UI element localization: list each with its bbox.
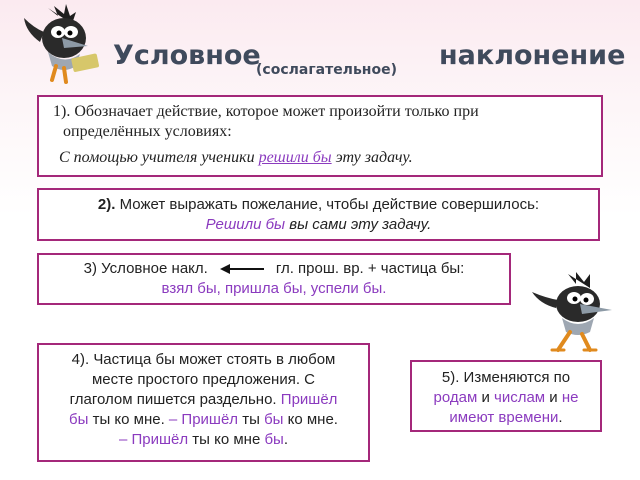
rule-4-line-3-highlight: Пришёл xyxy=(280,391,338,408)
rule-box-3 xyxy=(37,253,511,305)
rule-4-line-4-hl-1: бы xyxy=(69,411,89,428)
crow-reading-icon xyxy=(18,2,110,84)
rule-1-line-2: определённых условиях: xyxy=(63,123,232,140)
rule-3-examples: взял бы, пришла бы, успели бы. xyxy=(161,280,387,297)
rule-4-line-4-hl-3: бы xyxy=(264,411,284,428)
rule-2-example-post: вы сами эту задачу. xyxy=(285,216,432,233)
rule-2-example-highlight: Решили бы xyxy=(205,216,286,233)
rule-4-line-5-hl-2: бы xyxy=(264,431,284,448)
left-arrow-icon xyxy=(220,264,264,274)
rule-1-example xyxy=(53,148,591,168)
rule-5-line-1: 5). Изменяются по xyxy=(441,369,571,386)
rule-5-line-2 xyxy=(412,388,600,408)
rule-5-line-2-hl-2: числам xyxy=(494,389,546,406)
rule-4-line-4-mid: ты ко мне. xyxy=(88,411,169,428)
rule-4-line-1: 4). Частица бы может стоять в любом xyxy=(71,351,336,368)
rule-box-4 xyxy=(37,343,370,462)
rule-4-line-5-post: . xyxy=(283,431,289,448)
rule-3-left: 3) Условное накл. xyxy=(83,260,208,277)
rule-2-number: 2). xyxy=(97,196,116,213)
rule-2-example xyxy=(39,215,598,235)
rule-4-line-4-hl-2: – Пришёл xyxy=(168,411,239,428)
rule-4-line-5-hl: – Пришёл xyxy=(118,431,189,448)
rule-4-line-5-mid: ты ко мне xyxy=(188,431,265,448)
rule-4-line-3 xyxy=(39,390,368,410)
title-word-2: наклонение xyxy=(439,40,626,71)
rule-4-line-3-pre: глаголом пишется раздельно. xyxy=(69,391,281,408)
rule-4-line-4-post: ко мне. xyxy=(283,411,338,428)
rule-5-line-3 xyxy=(412,408,600,428)
rule-1-example-highlight: решили бы xyxy=(258,149,332,166)
rule-5-line-3-hl: имеют времени xyxy=(449,409,559,426)
rule-5-line-3-post: . xyxy=(558,409,563,426)
rule-2-line-1 xyxy=(39,195,598,215)
rule-1-example-pre: С помощью учителя ученики xyxy=(59,149,259,166)
rule-3-line-1 xyxy=(39,259,509,279)
title-subtitle: (сослагательное) xyxy=(256,62,397,78)
rule-5-line-2-hl-1: родам xyxy=(433,389,478,406)
rule-4-line-2: месте простого предложения. С xyxy=(91,371,316,388)
rule-5-line-2-mid-2: и xyxy=(545,389,562,406)
rule-1-example-post: эту задачу. xyxy=(331,149,413,166)
rule-4-line-5 xyxy=(39,430,368,450)
rule-5-line-2-mid: и xyxy=(477,389,494,406)
rule-4-line-4-mid-2: ты xyxy=(238,411,265,428)
crow-walking-icon xyxy=(528,270,618,354)
rule-box-2 xyxy=(37,188,600,241)
rule-1-line-1: 1). Обозначает действие, которое может произойти только при xyxy=(53,103,479,120)
rule-2-text: Может выражать пожелание, чтобы действие совершилось: xyxy=(115,196,540,213)
rule-box-1 xyxy=(37,95,603,177)
rule-4-line-4 xyxy=(39,410,368,430)
rule-5-line-2-hl-3: не xyxy=(561,389,579,406)
rule-box-5 xyxy=(410,360,602,432)
title-word-1: Условное xyxy=(113,40,261,71)
rule-3-right: гл. прош. вр. + частица бы: xyxy=(275,260,465,277)
